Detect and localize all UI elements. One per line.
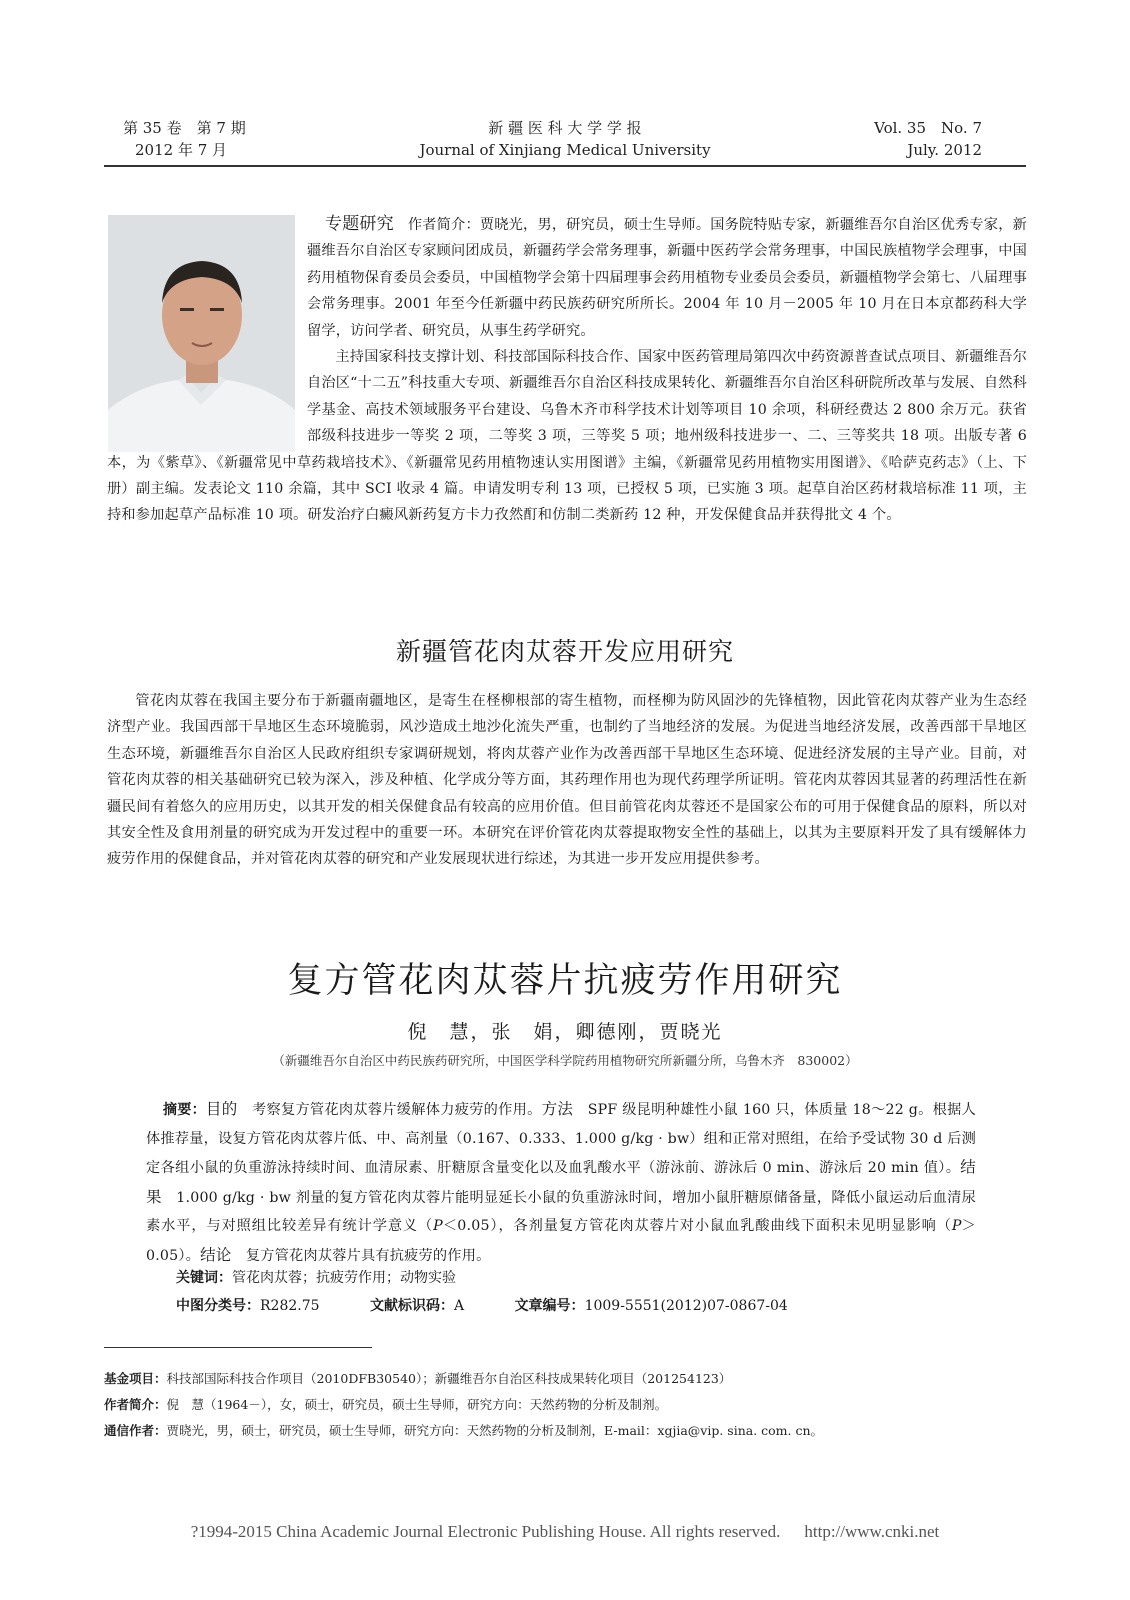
footnote-corresponding [104,1421,823,1439]
issue-date: 2012 年 7 月 [135,141,228,159]
doc-code-label: 文献标识码： [369,1298,454,1314]
keywords-value: 管花肉苁蓉；抗疲劳作用；动物实验 [232,1270,456,1286]
abstract-result-heading: 结果 [146,1158,976,1206]
keywords [176,1267,456,1287]
clc-value: R282.75 [260,1298,320,1314]
abstract-method-heading: 方法 [541,1100,574,1118]
journal-name-cn: 新 疆 医 科 大 学 学 报 [488,119,642,137]
abstract-objective: 考察复方管花肉苁蓉片缓解体力疲劳的作用。 [252,1102,542,1118]
funding-label: 基金项目： [104,1371,167,1386]
bio-paragraph-1: 作者简介：贾晓光，男，研究员，硕士生导师。国务院特贴专家，新疆维吾尔自治区优秀专家，新疆维吾尔自治区专家顾问团成员，新疆药学会常务理事，新疆中医药学会常务理事，中国民族植物学会理事，中国药用植物保育委员会委员，中国植物学会第十四届理事会药用植物专业委员会委员，新疆植物学会第七、八届理事会常务理事。2001 年至今任新疆中药民族药研究所所长。2004 年 10 月－2005 年 10 月在日本京都药科大学留学，访问学者、研究员，从事生药学研究。 [307,217,1027,339]
abstract-label: 摘要： [163,1102,206,1118]
abstract-method: SPF 级昆明种雄性小鼠 160 只，体质量 18～22 g。根据人体推荐量，设复方管花肉苁蓉片低、中、高剂量（0.167、0.333、1.000 g/kg · bw）组和正常对照组，在给予受试物 30 d 后测定各组小鼠的负重游泳持续时间、血清尿素、肝糖原含量变化以及血乳酸水平（游泳前、游泳后 0 min、游泳后 20 min 值）。 [146,1102,977,1176]
author-note-value: 倪 慧（1964－），女，硕士，研究员，硕士生导师，研究方向：天然药物的分析及制剂。 [166,1397,668,1412]
abstract-result-part-1: 1.000 g/kg · bw 剂量的复方管花肉苁蓉片能明显延长小鼠的负重游泳时间，增加小鼠肝糖原储备量，降低小鼠运动后血清尿素水平，与对照组比较差异有统计学意义（ [146,1189,977,1234]
footnote-rule [104,1347,372,1348]
p-value-symbol: P [951,1218,962,1234]
footnote-author [104,1395,667,1413]
abstract-objective-heading: 目的 [205,1100,238,1118]
intro-paragraph: 管花肉苁蓉在我国主要分布于新疆南疆地区，是寄生在柽柳根部的寄生植物，而柽柳为防风固沙的先锋植物，因此管花肉苁蓉产业为生态经济型产业。我国西部干旱地区生态环境脆弱，风沙造成土地沙化流失严重，也制约了当地经济的发展。为促进当地经济发展，改善西部干旱地区生态环境，新疆维吾尔自治区人民政府组织专家调研规划，将肉苁蓉产业作为改善西部干旱地区生态环境、促进经济发展的主导产业。目前，对管花肉苁蓉的相关基础研究已较为深入，涉及种植、化学成分等方面，其药理作用也为现代药理学所证明。管花肉苁蓉因其显著的药理活性在新疆民间有着悠久的应用历史，以其开发的相关保健食品有较高的应用价值。但目前管花肉苁蓉还不是国家公布的可用于保健食品的原料，所以对其安全性及食用剂量的研究成为开发过程中的重要一环。本研究在评价管花肉苁蓉提取物安全性的基础上，以其为主要原料开发了具有缓解体力疲劳作用的保健食品，并对管花肉苁蓉的研究和产业发展现状进行综述，为其进一步开发应用提供参考。 [107,693,1027,868]
abstract-result-part-2: ＜0.05），各剂量复方管花肉苁蓉片对小鼠血乳酸曲线下面积未见明显影响（ [442,1218,952,1234]
corresponding-label: 通信作者： [104,1423,167,1438]
abstract [146,1095,976,1270]
author-affiliation: （新疆维吾尔自治区中药民族药研究所，中国医学科学院药用植物研究所新疆分所，乌鲁木齐 830002） [272,1053,858,1068]
column-label: 专题研究 [325,214,394,234]
volume-issue-en: Vol. 35 No. 7 [874,119,982,137]
abstract-result-part-3: ＞0.05）。 [146,1218,976,1264]
abstract-conclusion: 复方管花肉苁蓉片具有抗疲劳的作用。 [245,1247,491,1264]
copyright-notice: ?1994-2015 China Academic Journal Electronic Publishing House. All rights reserved. [190,1522,781,1541]
footnote-funding [104,1369,731,1387]
author-note-label: 作者简介： [104,1397,167,1412]
paper-authors: 倪 慧，张 娟，卿德刚，贾晓光 [407,1021,723,1043]
clc-label: 中图分类号： [176,1298,260,1314]
journal-name-en: Journal of Xinjiang Medical University [419,141,711,159]
cnki-link[interactable]: http://www.cnki.net [804,1522,940,1541]
paper-title: 复方管花肉苁蓉片抗疲劳作用研究 [287,961,843,1001]
article-number-value: 1009-5551(2012)07-0867-04 [584,1298,788,1314]
volume-issue: 第 35 卷 第 7 期 [123,119,246,137]
classification-line [176,1295,834,1315]
p-value-symbol: P [433,1218,443,1234]
page-footer [0,1522,1130,1542]
header-rule [104,165,1026,167]
article-number-label: 文章编号： [514,1298,585,1314]
author-biography [107,211,1027,529]
section-title: 新疆管花肉苁蓉开发应用研究 [395,637,734,666]
corresponding-value: 贾晓光，男，硕士，研究员，硕士生导师，研究方向：天然药物的分析及制剂，E-mail：xgjia@vip. sina. com. cn。 [166,1423,824,1438]
bio-paragraph-2: 主持国家科技支撑计划、科技部国际科技合作、国家中医药管理局第四次中药资源普查试点项目、新疆维吾尔自治区“十二五”科技重大专项、新疆维吾尔自治区科技成果转化、新疆维吾尔自治区科研院所改革与发展、自然科学基金、高技术领域服务平台建设、乌鲁木齐市科学技术计划等项目 10 余项，科研经费达 2 800 余万元。获省部级科技进步一等奖 2 项，二等奖 3 项，三等奖 5 项；地州级科技进步一、二、三等奖共 18 项。出版专著 6 本，为《紫草》、《新疆常见中草药栽培技术》、《新疆常见药用植物速认实用图谱》主编，《新疆常见药用植物实用图谱》、《哈萨克药志》（上、下册）副主编。发表论文 110 余篇，其中 SCI 收录 4 篇。申请发明专利 13 项，已授权 5 项，已实施 3 项。起草自治区药材栽培标准 11 项，主持和参加起草产品标准 10 项。研发治疗白癜风新药复方卡力孜然酊和仿制二类新药 12 种，开发保健食品并获得批文 4 个。 [107,349,1027,524]
abstract-conclusion-heading: 结论 [200,1245,232,1264]
issue-date-en: July. 2012 [907,141,982,159]
funding-value: 科技部国际科技合作项目（2010DFB30540）；新疆维吾尔自治区科技成果转化项目（201254123） [166,1371,732,1386]
running-header-vol-en [800,117,982,161]
keywords-label: 关键词： [176,1270,232,1286]
doc-code-value: A [453,1298,465,1314]
